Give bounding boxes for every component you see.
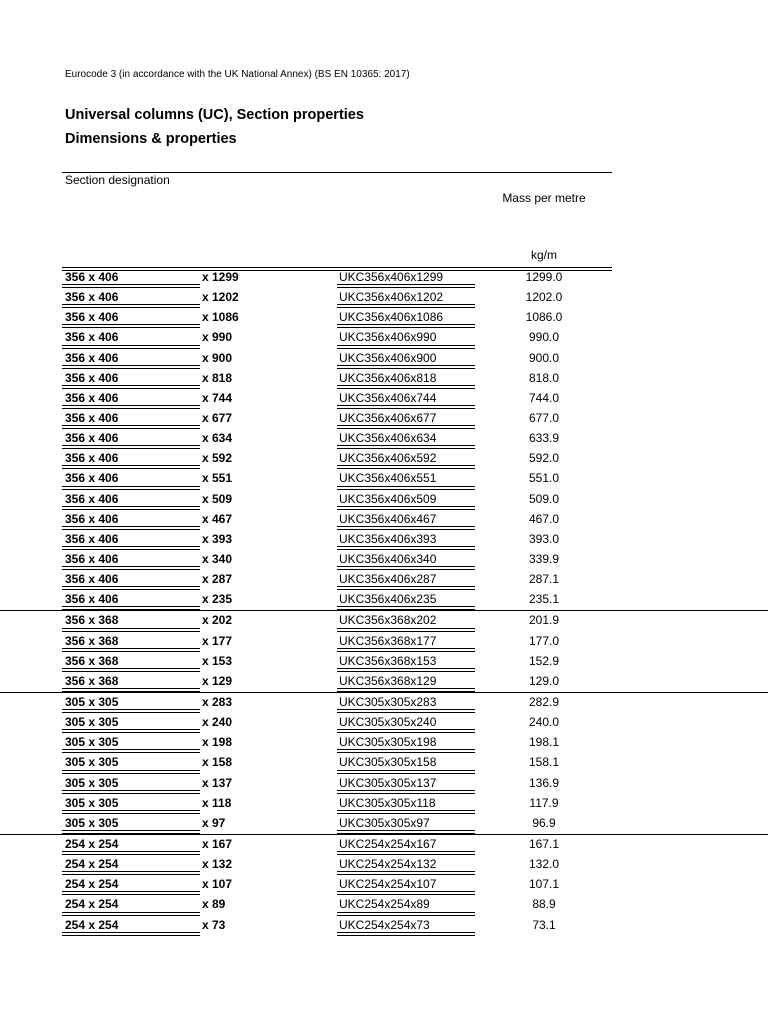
section-weight-cell: x 283: [202, 694, 233, 709]
section-designation-cell: UKC356x406x634: [339, 431, 437, 446]
section-size-cell: 305 x 305: [65, 815, 119, 830]
mass-per-metre-cell: 73.1: [532, 917, 556, 932]
table-row: [0, 672, 768, 692]
section-designation-cell: UKC356x406x467: [339, 511, 437, 526]
mass-per-metre-cell: 129.0: [528, 673, 560, 688]
section-size-cell: 356 x 406: [65, 511, 119, 526]
section-size-cell: 356 x 406: [65, 370, 119, 385]
mass-per-metre-cell: 744.0: [528, 390, 560, 405]
table-row: [0, 490, 768, 510]
section-weight-cell: x 240: [202, 715, 233, 730]
mass-per-metre-cell: 240.0: [528, 715, 560, 730]
mass-per-metre-cell: 136.9: [528, 775, 560, 790]
table-row: [0, 550, 768, 570]
mass-per-metre-cell: 1202.0: [525, 290, 563, 305]
section-designation-cell: UKC254x254x107: [339, 877, 437, 892]
mass-per-metre-cell: 467.0: [528, 511, 560, 526]
section-size-cell: 305 x 305: [65, 715, 119, 730]
section-weight-cell: x 198: [202, 735, 233, 750]
section-size-cell: 356 x 406: [65, 551, 119, 566]
section-designation-cell: UKC356x406x551: [339, 471, 437, 486]
section-size-cell: 356 x 406: [65, 350, 119, 365]
section-size-cell: 254 x 254: [65, 897, 119, 912]
section-weight-cell: x 744: [202, 390, 233, 405]
mass-per-metre-cell: 393.0: [528, 531, 560, 546]
section-designation-cell: UKC356x368x153: [339, 653, 437, 668]
mass-per-metre-cell: 177.0: [528, 633, 560, 648]
section-size-cell: 356 x 406: [65, 451, 119, 466]
section-size-cell: 254 x 254: [65, 857, 119, 872]
section-weight-cell: x 1299: [202, 270, 239, 284]
section-weight-cell: x 551: [202, 471, 233, 486]
section-designation-cell: UKC356x406x990: [339, 330, 437, 345]
designation-cell-double-underline: [337, 932, 475, 936]
size-cell-double-underline: [62, 932, 200, 936]
mass-per-metre-cell: 201.9: [528, 613, 560, 628]
mass-per-metre-cell: 990.0: [528, 330, 560, 345]
section-weight-cell: x 1202: [202, 290, 239, 305]
mass-per-metre-cell: 96.9: [532, 815, 556, 830]
table-row: [0, 895, 768, 915]
table-row: [0, 652, 768, 672]
mass-per-metre-cell: 152.9: [528, 653, 560, 668]
section-weight-cell: x 340: [202, 551, 233, 566]
table-row: [0, 288, 768, 308]
table-row: [0, 530, 768, 550]
table-row: [0, 349, 768, 369]
section-size-cell: 305 x 305: [65, 735, 119, 750]
section-designation-cell: UKC254x254x132: [339, 857, 437, 872]
column-header-section-designation: Section designation: [65, 173, 170, 187]
table-row: [0, 389, 768, 409]
mass-per-metre-cell: 551.0: [528, 471, 560, 486]
table-row: [0, 570, 768, 590]
section-size-cell: 356 x 368: [65, 633, 119, 648]
table-row: [0, 308, 768, 328]
table-row: [0, 409, 768, 429]
table-row: [0, 510, 768, 530]
table-row: [0, 449, 768, 469]
section-size-cell: 356 x 406: [65, 531, 119, 546]
section-designation-cell: UKC254x254x89: [339, 897, 430, 912]
section-weight-cell: x 990: [202, 330, 233, 345]
section-weight-cell: x 118: [202, 795, 232, 810]
mass-per-metre-cell: 339.9: [528, 551, 560, 566]
section-size-cell: 305 x 305: [65, 775, 119, 790]
table-row: [0, 692, 768, 713]
section-designation-cell: UKC356x406x287: [339, 572, 437, 587]
section-designation-cell: UKC254x254x167: [339, 836, 437, 851]
table-row: [0, 268, 768, 288]
section-weight-cell: x 89: [202, 897, 226, 912]
mass-per-metre-cell: 287.1: [528, 572, 560, 587]
mass-per-metre-cell: 132.0: [528, 857, 560, 872]
table-row: [0, 590, 768, 610]
table-row: [0, 733, 768, 753]
section-size-cell: 356 x 406: [65, 390, 119, 405]
section-weight-cell: x 153: [202, 653, 233, 668]
section-weight-cell: x 592: [202, 451, 233, 466]
section-size-cell: 356 x 406: [65, 471, 119, 486]
section-designation-cell: UKC305x305x97: [339, 815, 430, 830]
section-weight-cell: x 509: [202, 491, 233, 506]
section-weight-cell: x 137: [202, 775, 233, 790]
section-size-cell: 356 x 368: [65, 673, 119, 688]
section-size-cell: 356 x 406: [65, 431, 119, 446]
section-designation-cell: UKC356x406x677: [339, 410, 437, 425]
section-size-cell: 305 x 305: [65, 795, 119, 810]
mass-per-metre-cell: 117.9: [529, 795, 559, 810]
table-row: [0, 834, 768, 855]
section-size-cell: 356 x 406: [65, 572, 119, 587]
section-weight-cell: x 634: [202, 431, 233, 446]
section-size-cell: 305 x 305: [65, 755, 119, 770]
section-designation-cell: UKC356x406x900: [339, 350, 437, 365]
mass-per-metre-cell: 633.9: [528, 431, 560, 446]
mass-per-metre-cell: 107.1: [528, 877, 560, 892]
column-header-unit: kg/m: [530, 248, 557, 262]
section-designation-cell: UKC356x368x177: [339, 633, 437, 648]
mass-per-metre-cell: 88.9: [532, 897, 556, 912]
section-designation-cell: UKC356x406x592: [339, 451, 437, 466]
section-size-cell: 356 x 368: [65, 653, 119, 668]
section-designation-cell: UKC254x254x73: [339, 917, 430, 932]
mass-per-metre-cell: 158.1: [528, 755, 560, 770]
table-row: [0, 610, 768, 631]
table-row: [0, 753, 768, 773]
section-weight-cell: x 900: [202, 350, 233, 365]
section-size-cell: 356 x 368: [65, 613, 119, 628]
section-size-cell: 356 x 406: [65, 270, 119, 284]
section-weight-cell: x 73: [202, 917, 226, 932]
section-designation-cell: UKC356x368x202: [339, 613, 437, 628]
section-weight-cell: x 287: [202, 572, 233, 587]
table-row: [0, 369, 768, 389]
section-designation-cell: UKC356x406x509: [339, 491, 437, 506]
table-row: [0, 916, 768, 936]
table-row: [0, 632, 768, 652]
section-table-body: [0, 268, 768, 936]
document-subtitle: Eurocode 3 (in accordance with the UK National Annex) (BS EN 10365: 2017): [65, 69, 410, 80]
section-size-cell: 254 x 254: [65, 877, 119, 892]
column-header-mass-per-metre: Mass per metre: [502, 191, 586, 205]
section-size-cell: 305 x 305: [65, 694, 119, 709]
table-row: [0, 469, 768, 489]
section-size-cell: 356 x 406: [65, 592, 119, 607]
section-weight-cell: x 177: [202, 633, 233, 648]
table-row: [0, 855, 768, 875]
section-designation-cell: UKC356x406x1202: [339, 290, 444, 305]
section-designation-cell: UKC356x368x129: [339, 673, 437, 688]
section-weight-cell: x 129: [202, 673, 233, 688]
section-weight-cell: x 235: [202, 592, 233, 607]
section-designation-cell: UKC305x305x137: [339, 775, 437, 790]
section-weight-cell: x 677: [202, 410, 233, 425]
section-weight-cell: x 158: [202, 755, 233, 770]
section-designation-cell: UKC356x406x340: [339, 551, 437, 566]
section-weight-cell: x 97: [202, 815, 226, 830]
mass-per-metre-cell: 1299.0: [525, 270, 563, 284]
table-row: [0, 794, 768, 814]
page-subtitle: Dimensions & properties: [65, 131, 237, 147]
section-size-cell: 356 x 406: [65, 330, 119, 345]
section-weight-cell: x 107: [202, 877, 233, 892]
table-row: [0, 875, 768, 895]
section-weight-cell: x 467: [202, 511, 233, 526]
section-size-cell: 356 x 406: [65, 290, 119, 305]
table-row: [0, 429, 768, 449]
mass-per-metre-cell: 167.1: [528, 836, 560, 851]
section-size-cell: 356 x 406: [65, 410, 119, 425]
mass-per-metre-cell: 900.0: [528, 350, 560, 365]
section-weight-cell: x 393: [202, 531, 233, 546]
table-row: [0, 713, 768, 733]
section-size-cell: 356 x 406: [65, 310, 119, 325]
section-designation-cell: UKC305x305x283: [339, 694, 437, 709]
mass-per-metre-cell: 677.0: [528, 410, 560, 425]
section-size-cell: 356 x 406: [65, 491, 119, 506]
page-title: Universal columns (UC), Section properties: [65, 107, 364, 123]
section-weight-cell: x 1086: [202, 310, 239, 325]
mass-per-metre-cell: 592.0: [528, 451, 560, 466]
section-designation-cell: UKC356x406x1086: [339, 310, 444, 325]
mass-per-metre-cell: 235.1: [528, 592, 560, 607]
mass-per-metre-cell: 818.0: [528, 370, 560, 385]
table-row: [0, 774, 768, 794]
section-weight-cell: x 132: [202, 857, 233, 872]
section-designation-cell: UKC305x305x198: [339, 735, 437, 750]
section-designation-cell: UKC356x406x1299: [339, 270, 444, 284]
section-designation-cell: UKC356x406x744: [339, 390, 437, 405]
table-row: [0, 328, 768, 348]
table-row: [0, 814, 768, 834]
mass-per-metre-cell: 509.0: [528, 491, 560, 506]
mass-per-metre-cell: 282.9: [528, 694, 560, 709]
section-designation-cell: UKC356x406x235: [339, 592, 437, 607]
section-weight-cell: x 818: [202, 370, 233, 385]
section-weight-cell: x 167: [202, 836, 233, 851]
section-designation-cell: UKC356x406x818: [339, 370, 437, 385]
section-designation-cell: UKC356x406x393: [339, 531, 437, 546]
section-designation-cell: UKC305x305x118: [339, 795, 436, 810]
section-size-cell: 254 x 254: [65, 836, 119, 851]
mass-per-metre-cell: 198.1: [528, 735, 560, 750]
section-size-cell: 254 x 254: [65, 917, 119, 932]
mass-per-metre-cell: 1086.0: [525, 310, 563, 325]
section-designation-cell: UKC305x305x240: [339, 715, 437, 730]
section-designation-cell: UKC305x305x158: [339, 755, 437, 770]
section-weight-cell: x 202: [202, 613, 233, 628]
